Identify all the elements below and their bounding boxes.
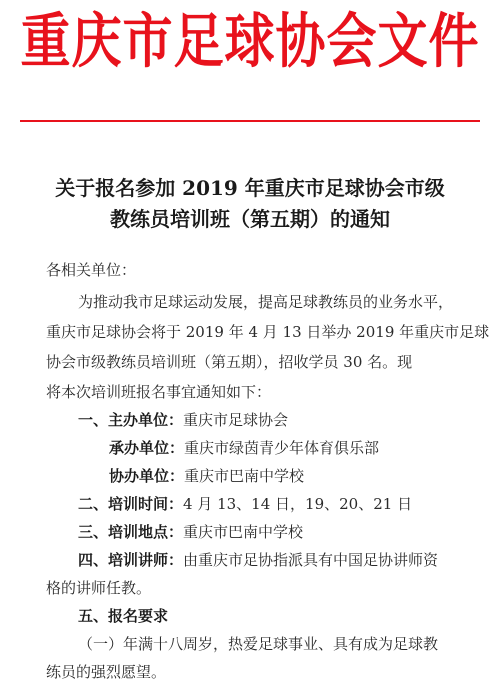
lecturer-label: 四、培训讲师： (78, 551, 184, 569)
lecturer-value: 由重庆市足协指派具有中国足协讲师资 (183, 551, 439, 569)
co-organizer-row (109, 469, 304, 484)
requirement-1-line-1: （一）年满十八周岁，热爱足球事业、具有成为足球教 (78, 635, 439, 653)
red-divider (20, 120, 480, 122)
time-label: 二、培训时间： (78, 495, 184, 513)
intro-line-3: 协会市级教练员培训班（第五期），招收学员 30 名。现 (46, 353, 413, 371)
venue-value: 重庆市巴南中学校 (183, 523, 304, 541)
intro-line-2: 重庆市足球协会将于 2019 年 4 月 13 日举办 2019 年重庆市足球 (46, 323, 490, 341)
co-organizer-label: 协办单位： (109, 467, 185, 485)
intro-line-1: 为推动我市足球运动发展，提高足球教练员的业务水平， (78, 293, 454, 311)
organizer-row (78, 413, 288, 428)
time-value: 4 月 13、14 日，19、20、21 日 (183, 495, 413, 513)
organizer-label: 一、主办单位： (78, 411, 184, 429)
requirement-1-line-2: 练员的强烈愿望。 (46, 663, 167, 681)
host-row (109, 441, 379, 456)
lecturer-row (78, 553, 438, 568)
venue-label: 三、培训地点： (78, 523, 184, 541)
notice-title-line-2: 教练员培训班（第五期）的通知 (110, 207, 390, 231)
lecturer-value-cont: 格的讲师任教。 (46, 579, 152, 597)
requirements-heading: 五、报名要求 (78, 607, 169, 625)
organizer-value: 重庆市足球协会 (183, 411, 289, 429)
venue-row (78, 525, 303, 540)
host-value: 重庆市绿茵青少年体育俱乐部 (184, 439, 380, 457)
time-row (78, 497, 412, 512)
intro-line-4: 将本次培训班报名事宜通知如下： (46, 383, 272, 401)
salutation: 各相关单位： (46, 261, 137, 279)
notice-title-line-1: 关于报名参加 2019 年重庆市足球协会市级 (55, 176, 445, 200)
host-label: 承办单位： (109, 439, 185, 457)
co-organizer-value: 重庆市巴南中学校 (184, 467, 305, 485)
masthead-title: 重庆市足球协会文件 (20, 6, 480, 76)
